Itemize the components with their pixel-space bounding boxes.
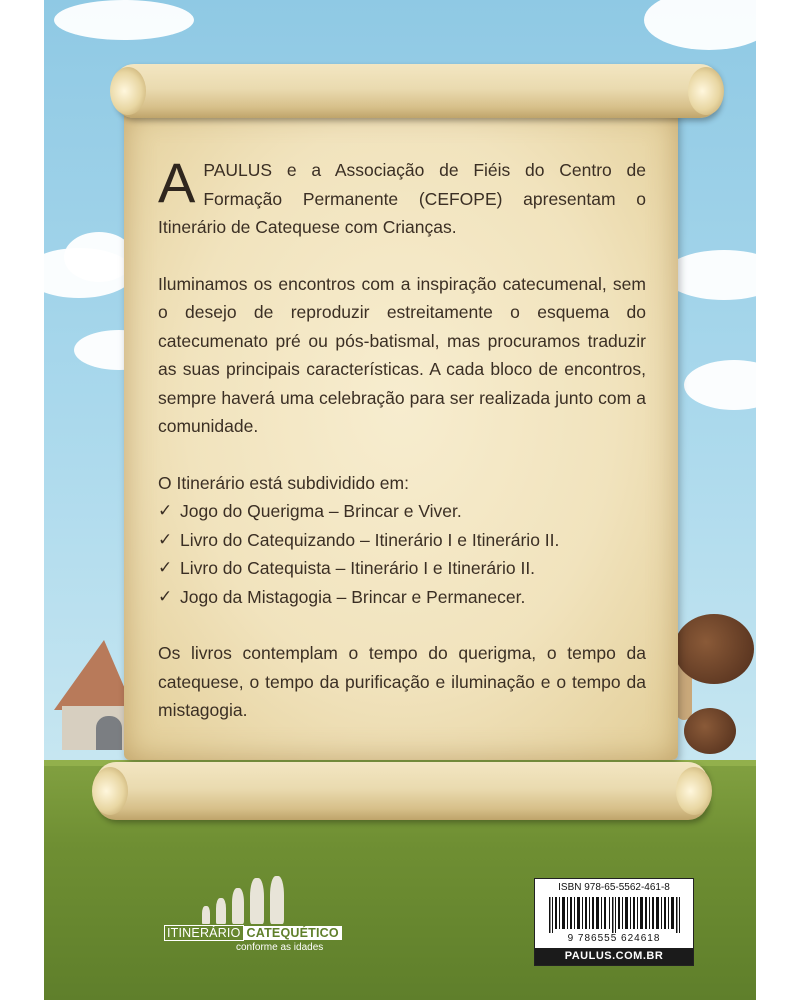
itinerary-list (158, 497, 646, 611)
list-item (158, 554, 646, 583)
list-item-text: Livro do Catequizando – Itinerário I e Itinerário II. (180, 529, 560, 550)
human-evolution-icon (202, 872, 292, 924)
cloud (684, 360, 756, 410)
itinerario-catequetico-logo (162, 872, 352, 952)
list-intro: O Itinerário está subdividido em: (158, 472, 409, 493)
list-item-text: Jogo da Mistagogia – Brincar e Permanecer. (180, 586, 526, 607)
cloud (644, 0, 756, 50)
list-item (158, 526, 646, 555)
publisher-url: PAULUS.COM.BR (535, 948, 693, 965)
intro-text: PAULUS e a Associação de Fiéis do Centro de Formação Permanente (CEFOPE) apresentam o Itinerário de Catequese com Crianças. (158, 160, 646, 237)
scroll-top-roll (114, 64, 720, 118)
list-item-text: Jogo do Querigma – Brincar e Viver. (180, 501, 462, 521)
checkmark-icon: ✓ (158, 586, 173, 606)
checkmark-icon: ✓ (158, 558, 173, 577)
isbn-barcode-box (534, 878, 694, 966)
scroll-bottom-roll (96, 762, 708, 820)
isbn-label: ISBN 978-65-5562-461-8 (558, 882, 670, 893)
house-illustration (44, 640, 134, 750)
back-cover-text (158, 151, 646, 753)
list-item (158, 583, 646, 612)
checkmark-icon: ✓ (158, 529, 173, 549)
barcode-icon (549, 897, 683, 933)
tree-crown (684, 708, 736, 754)
cloud (54, 0, 194, 40)
logo-tagline: conforme as idades (236, 942, 324, 953)
tree-crown (674, 614, 754, 684)
list-item-text: Livro do Catequista – Itinerário I e Itinerário II. (180, 558, 536, 578)
dropcap-letter: A (158, 151, 196, 214)
book-back-cover (44, 0, 756, 1000)
list-item (158, 497, 646, 526)
logo-wordmark: ITINERÁRIO CATEQUÉTICO (164, 926, 342, 940)
description-paragraph: Iluminamos os encontros com a inspiração catecumenal, sem o desejo de reproduzir estreitamente o esquema do catecumenato pré ou pós-batismal, mas procuramos traduzir as suas principais características. A cada bloco de encontros, sempre haverá uma celebração para ser realizada junto com a comunidade. (158, 273, 646, 436)
isbn-digits: 9 786555 624618 (567, 933, 661, 944)
closing-paragraph: Os livros contemplam o tempo do querigma, o tempo da catequese, o tempo da purificação e iluminação e o tempo da mistagogia. (158, 643, 646, 720)
intro-paragraph (158, 151, 646, 242)
checkmark-icon: ✓ (158, 501, 173, 520)
